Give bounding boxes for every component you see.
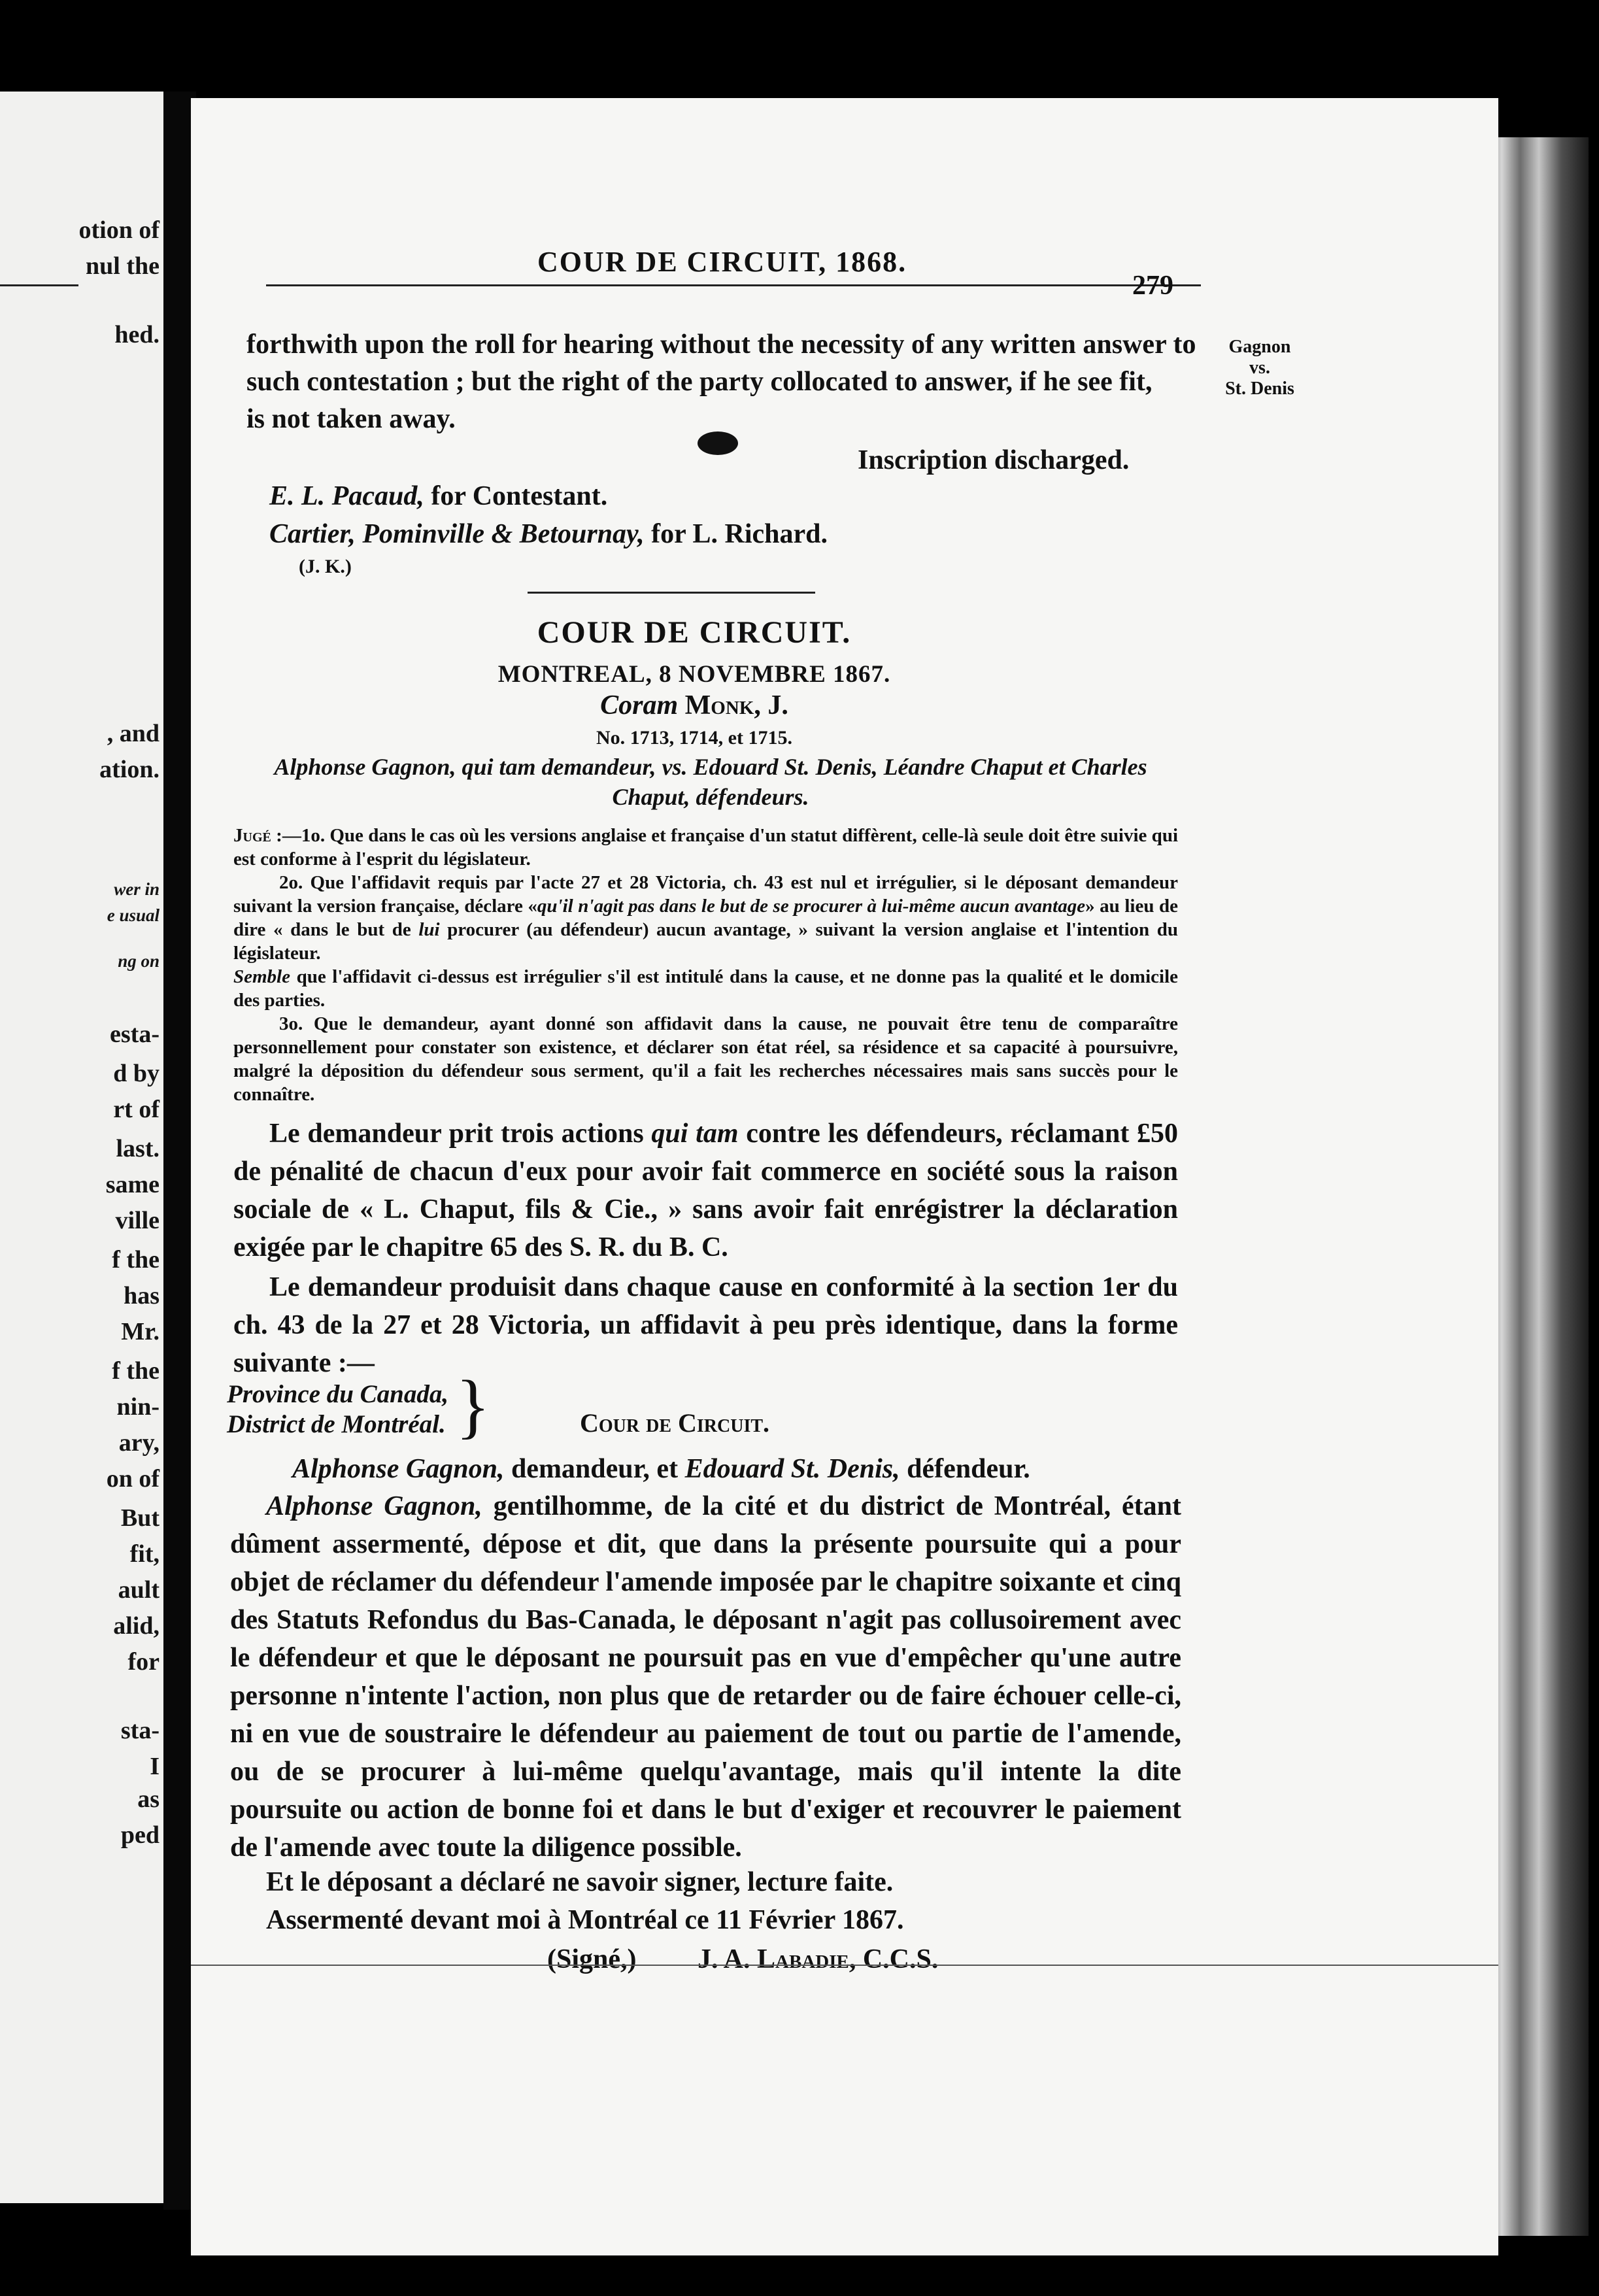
left-page-line: fit, [129, 1540, 160, 1568]
left-page-line: I [150, 1753, 160, 1780]
affidavit-district: District de Montréal. [227, 1410, 446, 1438]
syllabus-item2-c: procurer (au défendeur) aucun avantage, » suivant la version anglaise et l'intention du législateur. [233, 919, 1179, 964]
syllabus-item2-a: 2o. Que l'affidavit requis par l'acte 27 et 28 Victoria, ch. 43 est nul et irrégulier, si le déposant demandeur suivant la version française, déclare « [233, 872, 1178, 917]
counsel-1 [269, 477, 607, 515]
affidavit-defendant: Edouard St. Denis, [684, 1454, 900, 1484]
margin-note-line2: vs. [1249, 358, 1270, 379]
left-page-line: last. [116, 1135, 160, 1162]
syllabus-item2 [233, 871, 1178, 1012]
left-page-line: Mr. [121, 1318, 160, 1345]
parties-line1: Alphonse Gagnon, qui tam demandeur, vs. Edouard St. Denis, Léandre Chaput et Charles [274, 754, 1147, 780]
left-page-line: But [120, 1504, 160, 1532]
affidavit-signature: J. A. Labadie, C.C.S. [698, 1944, 939, 1974]
left-page-line: f the [112, 1246, 160, 1274]
prev-case-disposition: Inscription discharged. [858, 445, 1130, 475]
page-number: 279 [1132, 271, 1173, 301]
left-page-rule [0, 284, 78, 286]
left-page-line: ped [120, 1821, 160, 1849]
syllabus-item2-lui: lui [418, 919, 440, 940]
left-page-line: ation. [99, 756, 160, 783]
prev-case-line3: is not taken away. [246, 404, 456, 434]
paragraph-1-b: contre les défendeurs, réclamant £50 de pénalité de chacun d'eux pour avoir fait commerce en société sous la raison sociale de « L. Chaput, fils & Cie., » sans avoir fait enrégistrer la déclaration exigée par le chapitre 65 des S. R. du B. C. [233, 1119, 1179, 1262]
left-page-line: ary, [118, 1429, 160, 1457]
affidavit-body [230, 1487, 1181, 1866]
paragraph-1 [233, 1115, 1178, 1266]
left-page-line: otion of [78, 216, 160, 244]
counsel-2-name: Cartier, Pominville & Betournay, [269, 519, 645, 549]
affidavit-plaintiff: Alphonse Gagnon, [292, 1454, 505, 1484]
syllabus-item2-b: » au lieu de dire « dans le but de [233, 896, 1178, 940]
left-page-line: nul the [86, 252, 160, 280]
case-court-title: COUR DE CIRCUIT. [537, 615, 852, 650]
syllabus [233, 824, 1178, 1106]
syllabus-label: Jugé : [233, 825, 282, 846]
left-page-line: ault [118, 1576, 160, 1604]
left-page-line: hed. [114, 321, 160, 348]
left-page-line: has [124, 1282, 160, 1309]
affidavit-venue [227, 1379, 448, 1440]
left-page-line: ng on [118, 951, 160, 971]
affidavit-court: Cour de Circuit. [580, 1408, 770, 1438]
margin-note [1211, 337, 1309, 400]
left-page-line: alid, [113, 1612, 160, 1640]
left-page-line: rt of [113, 1096, 160, 1123]
left-page-line: ville [115, 1207, 160, 1234]
affidavit-closing-2: Assermenté devant moi à Montréal ce 11 Février 1867. [266, 1905, 904, 1935]
paragraph-1-qui-tam: qui tam [651, 1119, 739, 1149]
prev-case-line1: forthwith upon the roll for hearing without the necessity of any written answer to [246, 329, 1196, 360]
case-numbers: No. 1713, 1714, et 1715. [596, 727, 792, 749]
ink-blot [698, 431, 738, 455]
left-page-line: as [137, 1785, 160, 1813]
syllabus-item3 [233, 1012, 1178, 1106]
left-page-line: nin- [116, 1393, 160, 1421]
affidavit-province: Province du Canada, [227, 1380, 449, 1408]
syllabus-item1 [233, 824, 1178, 871]
left-page-line: d by [113, 1060, 160, 1087]
left-page-line: e usual [107, 905, 160, 925]
left-page-line: on of [106, 1465, 160, 1493]
left-page-line: f the [112, 1357, 160, 1385]
left-facing-page [0, 92, 163, 2203]
prev-case-line2: such contestation ; but the right of the party collocated to answer, if he see fit, [246, 367, 1153, 397]
coram-label: Coram [600, 690, 679, 720]
case-coram [191, 690, 1198, 721]
left-page-line: same [105, 1171, 160, 1198]
margin-note-line1: Gagnon [1228, 337, 1291, 357]
left-page-line: , and [107, 720, 160, 747]
running-title: COUR DE CIRCUIT, 1868. [537, 246, 907, 278]
header-rule [266, 284, 1201, 286]
bottom-rule [191, 1965, 1498, 1966]
syllabus-item1-text: —1o. Que dans le cas où les versions anglaise et française d'un statut diffèrent, celle-là seule doit être suivie qui est conforme à l'esprit du législateur. [233, 825, 1178, 869]
left-page-line: esta- [110, 1021, 160, 1048]
counsel-2-role: for L. Richard. [651, 519, 828, 549]
syllabus-item2-semble: Semble [233, 966, 290, 987]
affidavit-style-of-cause [292, 1450, 1030, 1488]
case-parties [233, 752, 1188, 812]
affidavit-body-text: gentilhomme, de la cité et du district de Montréal, étant dûment assermenté, dépose et dit, que dans la présente poursuite qui a pour objet de réclamer du défendeur l'amende imposée par le chapitre soixante et cinq des Statuts Refondus du Bas-Canada, le déposant n'agit pas collusoirement avec le défendeur et que le déposant ne poursuit pas en vue d'empêcher qu'une autre personne n'intente l'action, non plus que de retarder ou de faire échouer celle-ci, ni en vue de soustraire le défendeur au paiement de tout ou partie de l'amende, ou de se procurer à lui-même quelqu'avantage, mais qu'il intente la dite poursuite ou action de bonne foi et dans le but d'exiger et recouvrer le paiement de l'amende avec toute la diligence possible. [230, 1491, 1181, 1863]
case-dateline: MONTREAL, 8 NOVEMBRE 1867. [497, 661, 891, 688]
affidavit-closing-1: Et le déposant a déclaré ne savoir signer, lecture faite. [266, 1867, 894, 1897]
main-page [191, 98, 1498, 2255]
affidavit-defendant-role: défendeur. [907, 1454, 1030, 1484]
syllabus-item2-quote: qu'il n'agit pas dans le but de se procurer à lui-même aucun avantage [537, 896, 1086, 917]
section-divider [528, 592, 815, 594]
affidavit-plaintiff-role: demandeur, et [511, 1454, 679, 1484]
reporter-initials: (J. K.) [299, 556, 352, 577]
coram-judge: Monk, J. [684, 690, 788, 720]
counsel-1-role: for Contestant. [431, 481, 608, 511]
counsel-1-name: E. L. Pacaud, [269, 481, 424, 511]
venue-brace: } [456, 1366, 490, 1445]
syllabus-item2-d: que l'affidavit ci-dessus est irrégulier s'il est intitulé dans la cause, et ne donne pas la qualité et le domicile des parties. [233, 966, 1179, 1011]
paragraph-1-a: Le demandeur prit trois actions [269, 1119, 644, 1149]
margin-note-line3: St. Denis [1225, 379, 1294, 399]
affidavit-body-name: Alphonse Gagnon, [266, 1491, 482, 1521]
left-page-line: for [127, 1648, 160, 1676]
paragraph-2: Le demandeur produisit dans chaque cause en conformité à la section 1er du ch. 43 de la 27 et 28 Victoria, un affidavit à peu près identique, dans la forme suivante :— [233, 1272, 1178, 1378]
affidavit-signed: (Signé,) [547, 1944, 637, 1974]
left-page-line: sta- [120, 1717, 160, 1744]
syllabus-item3-text: 3o. Que le demandeur, ayant donné son affidavit dans la cause, ne pouvait être tenu de comparaître personnellement pour constater son existence, et déclarer son état réel, sa résidence et sa capacité à poursuivre, malgré la déposition du défendeur sous serment, qu'il a fait les recherches nécessaires mais sans succès pour le connaître. [233, 1013, 1178, 1105]
parties-line2: Chaput, défendeurs. [612, 784, 809, 810]
counsel-2 [269, 515, 828, 553]
left-page-line: wer in [114, 879, 160, 899]
